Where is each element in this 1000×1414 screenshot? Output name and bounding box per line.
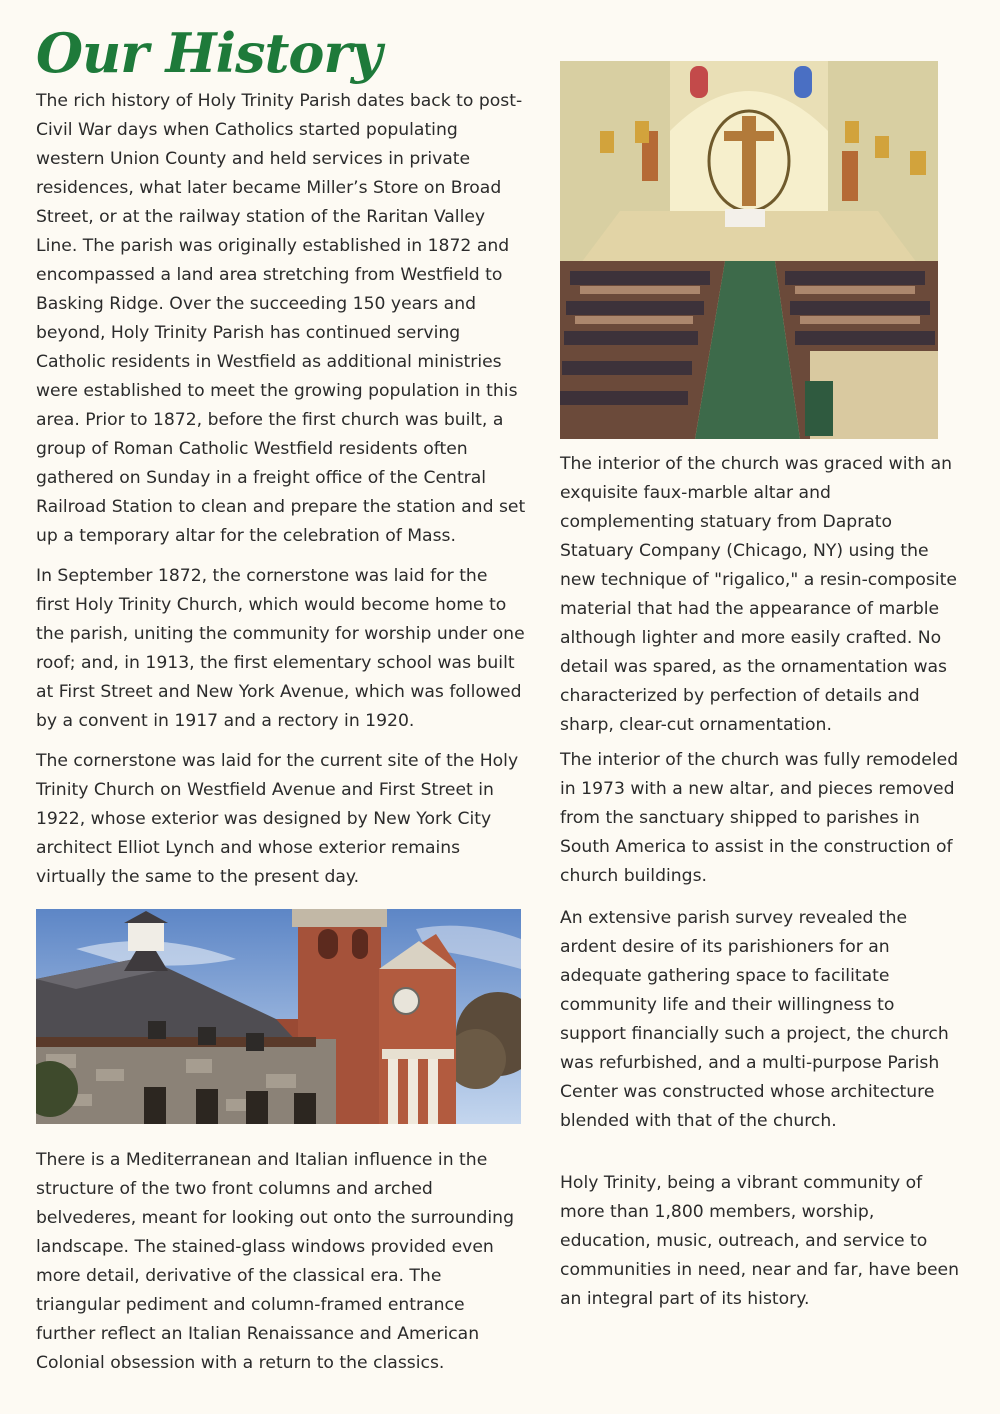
church-exterior-photo	[36, 909, 521, 1124]
history-paragraph-interior: The interior of the church was graced with an exquisite faux-marble altar and complementing statuary from Daprato Statuary Company (Chicago, NY) using the new technique of "rigalico," a resin-composite material that had the appearance of marble although lighter and more easily crafted. No detail was spared, as the ornamentation was characterized by perfection of details and sharp, clear-cut ornamentation.	[560, 454, 957, 735]
history-paragraph-architecture: There is a Mediterranean and Italian influence in the structure of the two front columns and arched belvederes, meant for looking out onto the surrounding landscape. The stained-glass windows provided even more detail, derivative of the classical era. The triangular pediment and column-framed entrance further reflect an Italian Renaissance and American Colonial obsession with a return to the classics.	[36, 1150, 514, 1373]
history-paragraph-origins: The rich history of Holy Trinity Parish dates back to post-Civil War days when Catholics started populating western Union County and held services in private residences, what later became Miller’s Store on Broad Street, or at the railway station of the Raritan Valley Line. The parish was originally established in 1872 and encompassed a land area stretching from Westfield to Basking Ridge. Over the succeeding 150 years and beyond, Holy Trinity Parish has continued serving Catholic residents in Westfield as additional ministries were established to meet the growing population in this area. Prior to 1872, before the first church was built, a group of Roman Catholic Westfield residents often gathered on Sunday in a freight office of the Central Railroad Station to clean and prepare the station and set up a temporary altar for the celebration of Mass.	[36, 91, 526, 546]
right-column	[560, 450, 960, 1314]
history-paragraph-remodel: The interior of the church was fully remodeled in 1973 with a new altar, and pieces removed from the sanctuary shipped to parishes in South America to assist in the construction of church buildings.	[560, 750, 959, 886]
history-paragraph-first-church: In September 1872, the cornerstone was laid for the first Holy Trinity Church, which would become home to the parish, uniting the community for worship under one roof; and, in 1913, the first elementary school was built at First Street and New York Avenue, which was followed by a convent in 1917 and a rectory in 1920.	[36, 566, 525, 731]
church-interior-illustration	[560, 61, 938, 439]
page-title: Our History	[36, 21, 382, 85]
left-column	[36, 87, 526, 1378]
history-paragraph-current-site: The cornerstone was laid for the current site of the Holy Trinity Church on Westfield Avenue and First Street in 1922, whose exterior was designed by New York City architect Elliot Lynch and whose exterior remains virtually the same to the present day.	[36, 751, 519, 887]
history-paragraph-parish-center: An extensive parish survey revealed the ardent desire of its parishioners for an adequate gathering space to facilitate community life and their willingness to support financially such a project, the church was refurbished, and a multi-purpose Parish Center was constructed whose architecture blended with that of the church.	[560, 908, 949, 1131]
church-interior-photo	[560, 61, 938, 439]
church-exterior-illustration	[36, 909, 521, 1124]
history-paragraph-community: Holy Trinity, being a vibrant community of more than 1,800 members, worship, education, music, outreach, and service to communities in need, near and far, have been an integral part of its history.	[560, 1173, 960, 1309]
